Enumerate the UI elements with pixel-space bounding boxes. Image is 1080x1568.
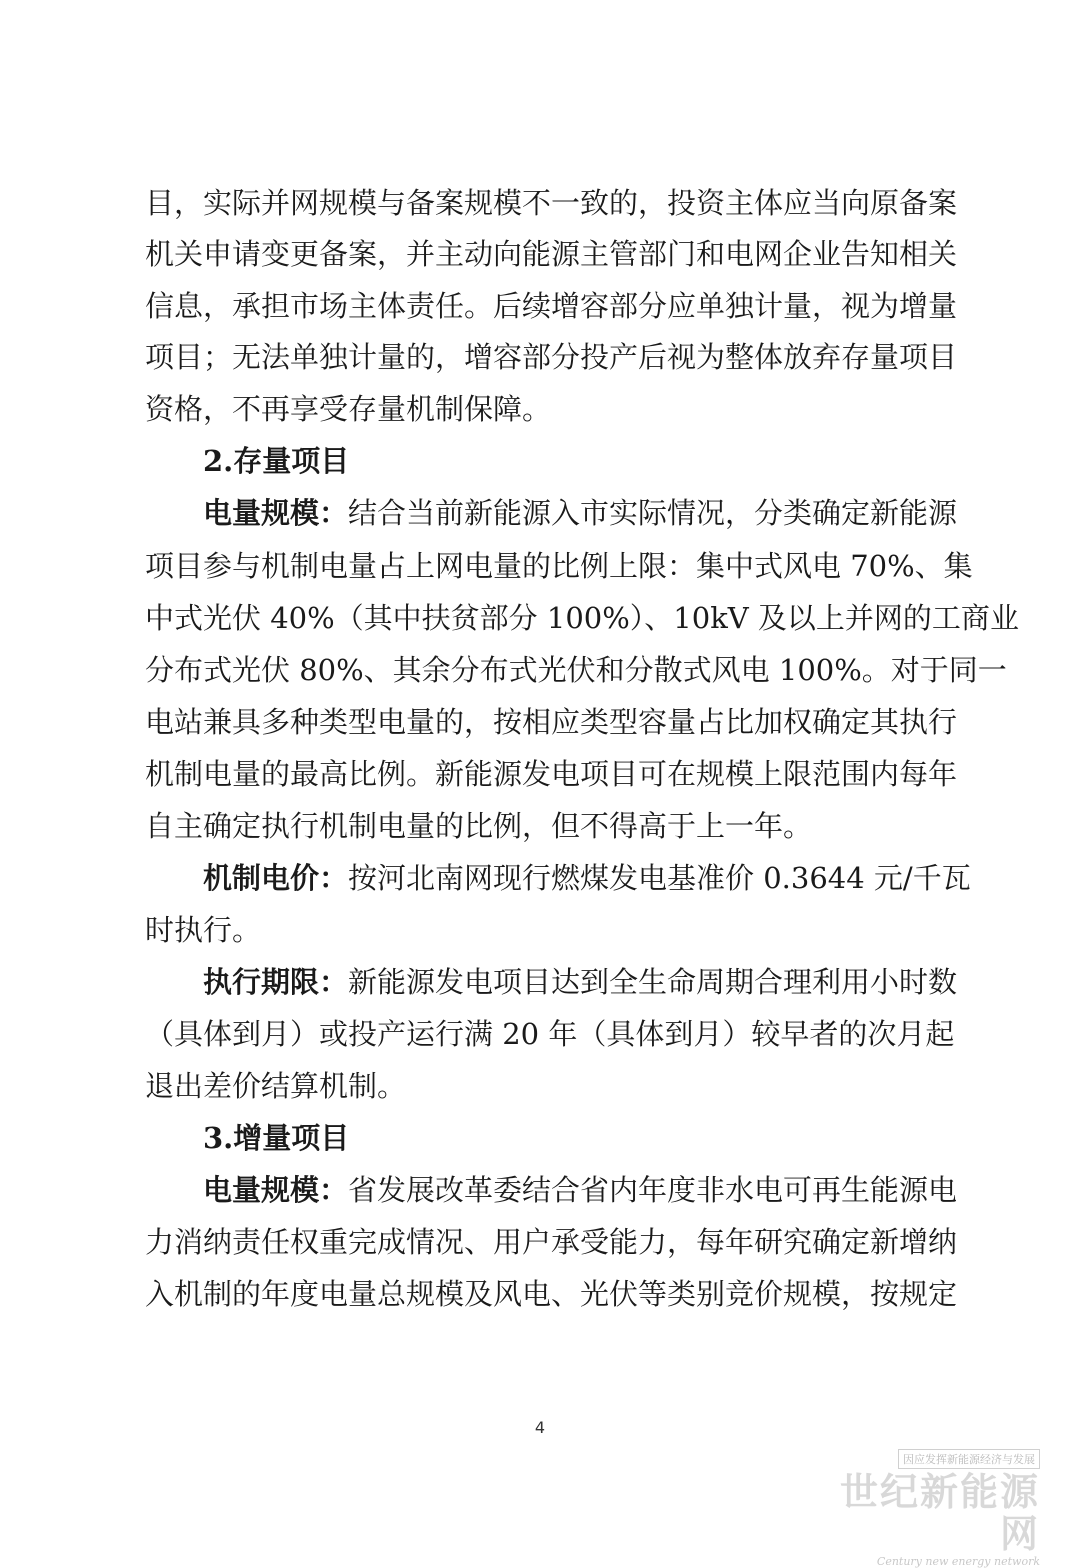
- text-line: [145, 806, 945, 846]
- page-number: 4: [534, 1418, 546, 1437]
- line-text: 结合当前新能源入市实际情况，分类确定新能源: [348, 496, 958, 530]
- text-line: [145, 1014, 955, 1054]
- paragraph-label: 机制电价：: [203, 861, 349, 895]
- line-text: 新能源发电项目达到全生命周期合理利用小时数: [348, 965, 958, 999]
- text-line: [145, 1170, 958, 1210]
- line-text: 分布式光伏 80%、其余分布式光伏和分散式风电 100%。对于同一: [145, 653, 1007, 687]
- line-text: 省发展改革委结合省内年度非水电可再生能源电: [348, 1173, 958, 1207]
- text-line: [145, 389, 945, 429]
- line-text: 项目；无法单独计量的，增容部分投产后视为整体放弃存量项目: [145, 340, 958, 374]
- line-text: 信息，承担市场主体责任。后续增容部分应单独计量，视为增量: [145, 289, 958, 323]
- paragraph-label: 电量规模：: [203, 1173, 349, 1207]
- watermark-english: Century new energy network: [876, 1555, 1040, 1568]
- section-heading: [145, 1118, 945, 1158]
- line-text: 机制电量的最高比例。新能源发电项目可在规模上限范围内每年: [145, 757, 958, 791]
- line-text: 自主确定执行机制电量的比例，但不得高于上一年。: [145, 809, 813, 843]
- text-line: [145, 1274, 958, 1314]
- text-line: [145, 546, 973, 586]
- text-line: [145, 858, 971, 898]
- line-text: 3.增量项目: [203, 1121, 350, 1155]
- text-line: [145, 234, 958, 274]
- text-line: [145, 1222, 958, 1262]
- line-text: 目，实际并网规模与备案规模不一致的，投资主体应当向原备案: [145, 186, 958, 220]
- line-text: 中式光伏 40%（其中扶贫部分 100%）、10kV 及以上并网的工商业: [145, 601, 1019, 635]
- text-line: [145, 702, 958, 742]
- text-line: [145, 598, 1019, 638]
- line-text: 资格，不再享受存量机制保障。: [145, 392, 552, 426]
- line-text: （具体到月）或投产运行满 20 年（具体到月）较早者的次月起: [145, 1017, 955, 1051]
- text-line: [145, 650, 1007, 690]
- text-line: [145, 286, 958, 326]
- paragraph-label: 执行期限：: [203, 965, 349, 999]
- watermark-tagline: 因应发挥新能源经济与发展: [898, 1449, 1040, 1469]
- paragraph-label: 电量规模：: [203, 496, 349, 530]
- line-text: 时执行。: [145, 913, 262, 947]
- watermark-logo: [840, 1448, 1040, 1568]
- line-text: 退出差价结算机制。: [145, 1069, 407, 1103]
- line-text: 项目参与机制电量占上网电量的比例上限：集中式风电 70%、集: [145, 549, 973, 583]
- text-line: [145, 962, 958, 1002]
- line-text: 机关申请变更备案，并主动向能源主管部门和电网企业告知相关: [145, 237, 958, 271]
- line-text: 按河北南网现行燃煤发电基准价 0.3644 元/千瓦: [348, 861, 971, 895]
- text-line: [145, 183, 958, 223]
- line-text: 电站兼具多种类型电量的，按相应类型容量占比加权确定其执行: [145, 705, 958, 739]
- line-text: 力消纳责任权重完成情况、用户承受能力，每年研究确定新增纳: [145, 1225, 958, 1259]
- section-heading: [145, 441, 945, 481]
- text-line: [145, 493, 958, 533]
- text-line: [145, 337, 958, 377]
- text-line: [145, 1066, 945, 1106]
- text-line: [145, 910, 945, 950]
- line-text: 入机制的年度电量总规模及风电、光伏等类别竞价规模，按规定: [145, 1277, 958, 1311]
- text-line: [145, 754, 958, 794]
- line-text: 2.存量项目: [203, 444, 350, 478]
- watermark-brand: 世纪新能源网: [840, 1469, 1041, 1556]
